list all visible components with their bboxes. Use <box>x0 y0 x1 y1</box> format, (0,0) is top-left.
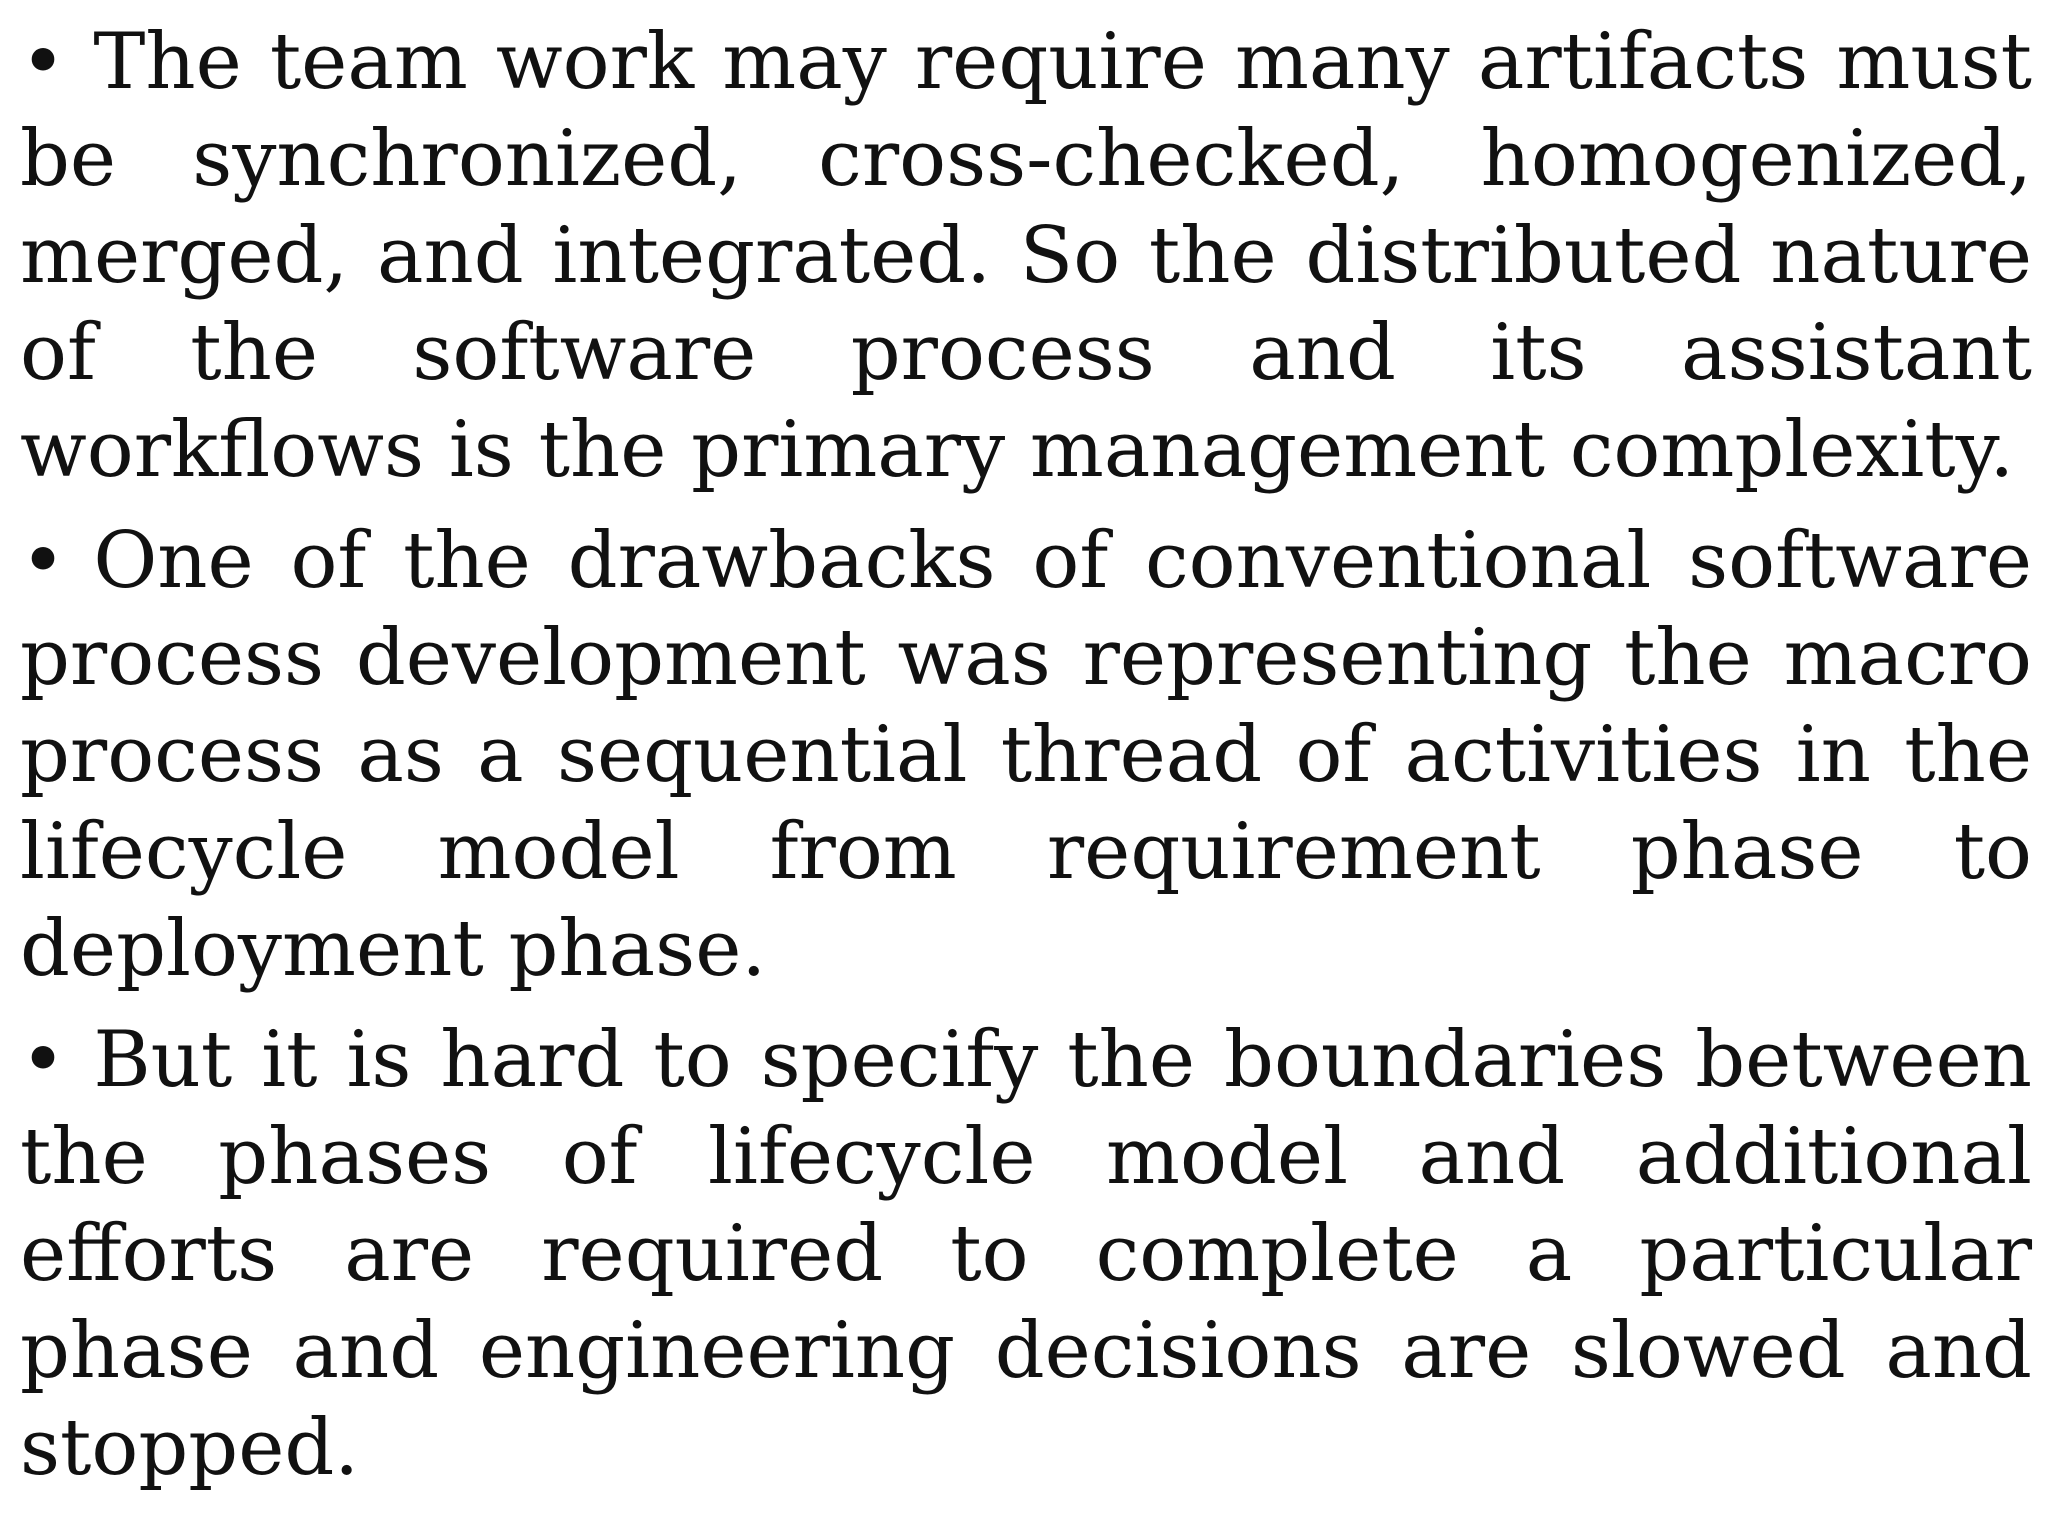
bullet-icon: • <box>20 17 67 107</box>
bullet-list <box>20 14 2032 1497</box>
bullet-icon: • <box>20 1015 67 1105</box>
bullet-icon: • <box>20 516 67 606</box>
bullet-item <box>20 513 2032 998</box>
bullet-item <box>20 1012 2032 1497</box>
bullet-text: The team work may require many artifacts must be synchronized, cross-checked, homogenized, merged, and integrated. So the distributed nature of the software process and its assistant workflows is the primary management complexity. <box>20 17 2032 495</box>
bullet-text: But it is hard to specify the boundaries between the phases of lifecycle model and additional efforts are required to complete a particular phase and engineering decisions are slowed and stopped. <box>20 1015 2032 1493</box>
bullet-text: One of the drawbacks of conventional software process development was representing the macro process as a sequential thread of activities in the lifecycle model from requirement phase to deployment phase. <box>20 516 2032 994</box>
bullet-item <box>20 14 2032 499</box>
